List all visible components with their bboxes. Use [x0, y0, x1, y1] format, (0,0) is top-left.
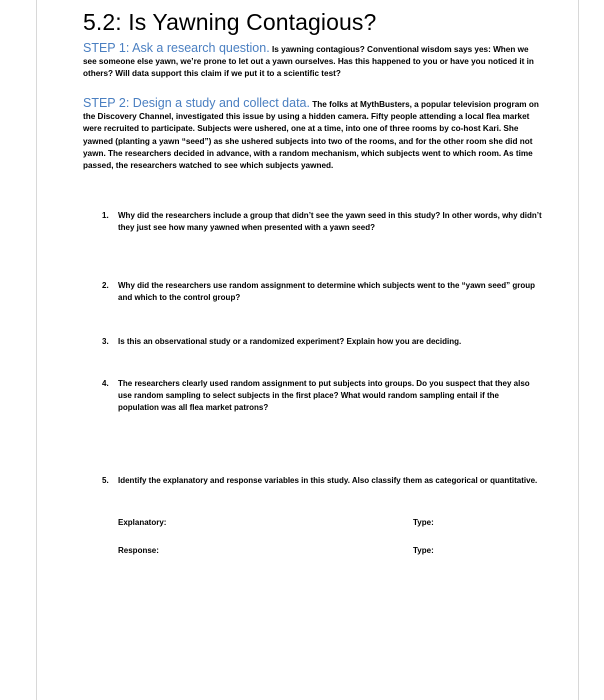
question-number: 5. — [102, 476, 109, 485]
step-2-heading: STEP 2: Design a study and collect data. — [83, 96, 310, 110]
step-1-body: Is yawning contagious? Conventional wisdom says yes: When we see someone else yawn, we’re prone to let out a yawn ourselves. Has this happened to you or have you noticed it in others? Will data support this claim if we put it to a scientific test? — [83, 45, 534, 79]
explanatory-label: Explanatory: — [118, 518, 167, 527]
page-left-edge — [36, 0, 37, 700]
step-2-body: The folks at MythBusters, a popular television program on the Discovery Channel, investigated this issue by using a hidden camera. Fifty people attending a local flea market were recruited to participate. Subjects were ushered, one at a time, into one of three rooms by co-host Kari. She yawned (planting a yawn “seed”) as she ushered subjects into two of the rooms, and for the other room she did not yawn. The researchers decided in advance, with a random mechanism, which subjects went to which room. As time passed, the researchers watched to see which subjects yawned. — [83, 100, 539, 171]
question-1 — [102, 210, 542, 234]
step-1-paragraph — [83, 42, 543, 81]
page-title: 5.2: Is Yawning Contagious? — [83, 9, 377, 35]
question-number: 1. — [102, 211, 109, 220]
question-text: Identify the explanatory and response variables in this study. Also classify them as categorical or quantitative. — [118, 476, 538, 485]
question-number: 4. — [102, 379, 109, 388]
question-number: 2. — [102, 281, 109, 290]
question-number: 3. — [102, 337, 109, 346]
page-right-edge — [578, 0, 579, 700]
question-4 — [102, 378, 542, 414]
step-1-heading: STEP 1: Ask a research question. — [83, 41, 270, 55]
question-text: The researchers clearly used random assignment to put subjects into groups. Do you suspect that they also use random sampling to select subjects in the first place? What would random sampling entail if the population was all flea market patrons? — [118, 379, 530, 412]
question-2 — [102, 280, 542, 304]
step-2-paragraph — [83, 97, 543, 172]
question-5 — [102, 475, 542, 487]
response-type-label: Type: — [413, 546, 434, 555]
explanatory-type-label: Type: — [413, 518, 434, 527]
question-3 — [102, 336, 542, 348]
question-text: Is this an observational study or a randomized experiment? Explain how you are deciding. — [118, 337, 462, 346]
question-text: Why did the researchers include a group that didn’t see the yawn seed in this study? In other words, why didn’t they just see how many yawned when presented with a yawn seed? — [118, 211, 542, 232]
question-text: Why did the researchers use random assignment to determine which subjects went to the “yawn seed” group and which to the control group? — [118, 281, 535, 302]
response-label: Response: — [118, 546, 159, 555]
